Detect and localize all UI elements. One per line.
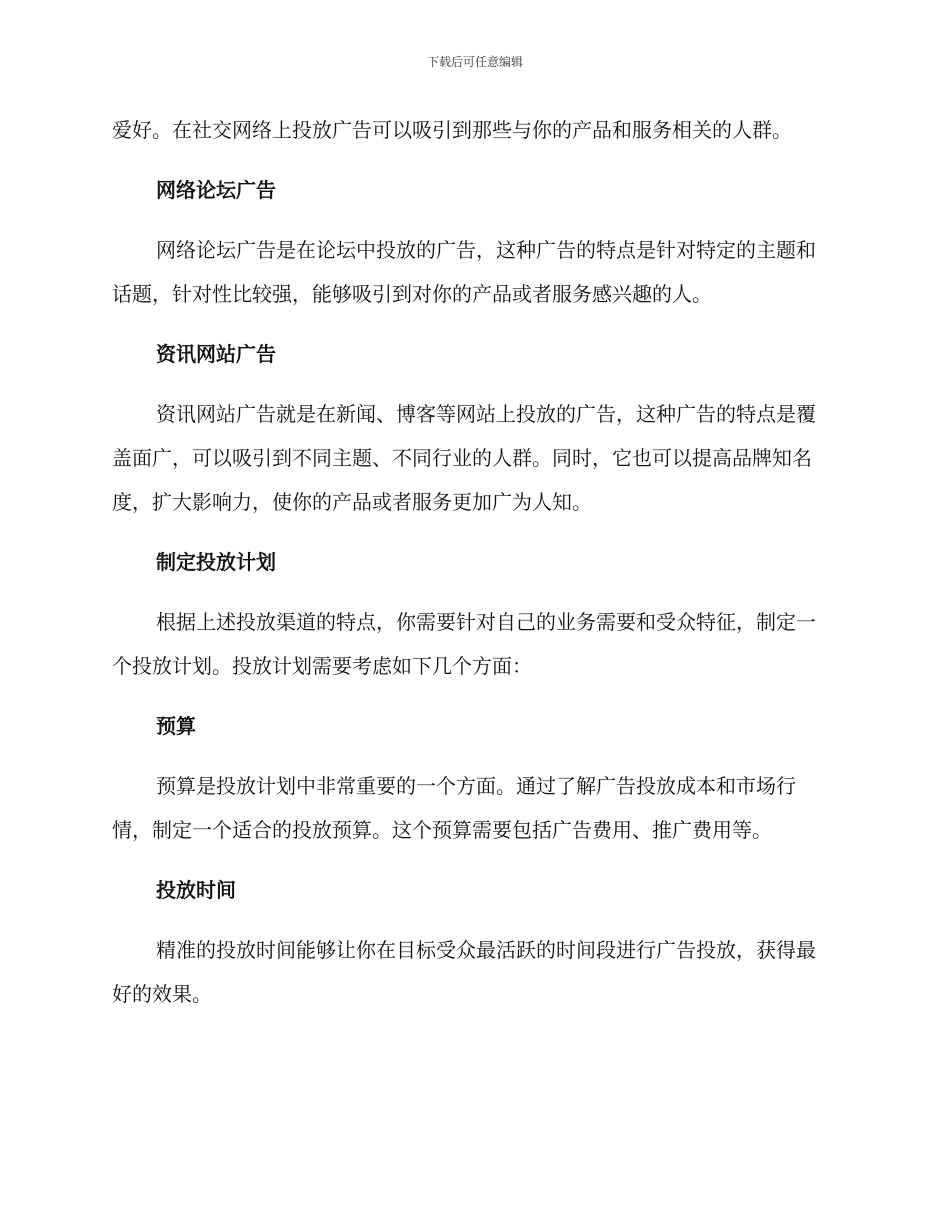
page-header: 下载后可任意编辑	[426, 55, 523, 69]
paragraph-timing: 精准的投放时间能够让你在目标受众最活跃的时间段进行广告投放，获得最好的效果。	[112, 938, 816, 1006]
paragraph-continuation: 爱好。在社交网络上投放广告可以吸引到那些与你的产品和服务相关的人群。	[112, 118, 792, 142]
section-heading-plan: 制定投放计划	[156, 550, 276, 574]
paragraph-forum-ads: 网络论坛广告是在论坛中投放的广告，这种广告的特点是针对特定的主题和话题，针对性比较强，能够吸引到对你的产品或者服务感兴趣的人。	[112, 238, 816, 306]
paragraph-plan: 根据上述投放渠道的特点，你需要针对自己的业务需要和受众特征，制定一个投放计划。投放计划需要考虑如下几个方面：	[112, 610, 816, 678]
document-body	[112, 108, 834, 1016]
paragraph-budget: 预算是投放计划中非常重要的一个方面。通过了解广告投放成本和市场行情，制定一个适合的投放预算。这个预算需要包括广告费用、推广费用等。	[112, 774, 796, 842]
section-heading-budget: 预算	[156, 714, 196, 738]
paragraph-news-site-ads: 资讯网站广告就是在新闻、博客等网站上投放的广告，这种广告的特点是覆盖面广，可以吸引到不同主题、不同行业的人群。同时，它也可以提高品牌知名度，扩大影响力，使你的产品或者服务更加广为人知。	[112, 402, 816, 514]
section-heading-news-site-ads: 资讯网站广告	[156, 342, 276, 366]
section-heading-timing: 投放时间	[156, 878, 236, 902]
section-heading-forum-ads: 网络论坛广告	[156, 178, 276, 202]
